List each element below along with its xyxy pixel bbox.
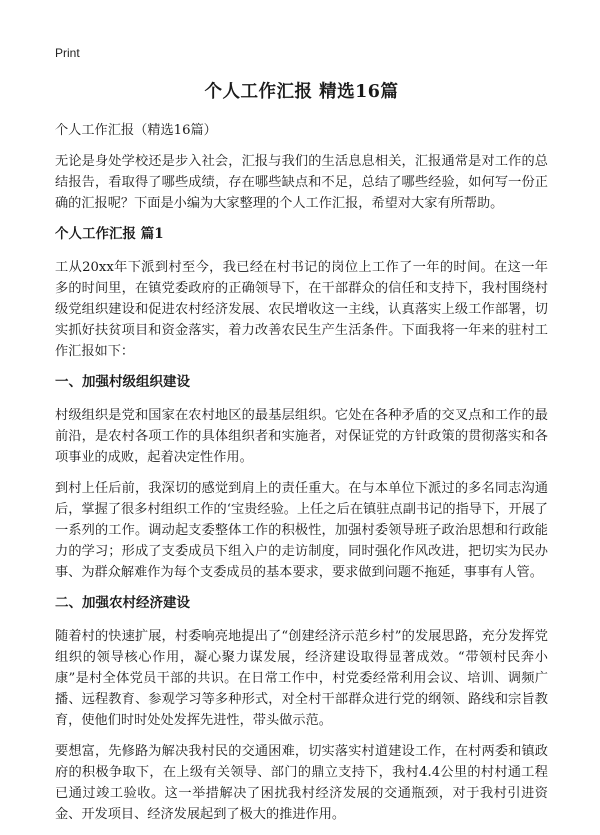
document-subtitle: 个人工作汇报（精选16篇） <box>55 123 217 138</box>
section1-heading: 一、加强村级组织建设 <box>55 374 190 390</box>
section1-paragraph-2: 到村上任后前，我深切的感觉到肩上的责任重大。在与本单位下派过的多名同志沟通后，掌握了很多村组织工作的‘宝贵经验。上任之后在镇驻点副书记的指导下，开展了一系列的工作。调动起支委整体工作的积极性，加强村委领导班子政治思想和行政能力的学习；形成了支委成员下组入户的走访制度，同时强化作风改进，把切实为民办事、为群众解难作为每个支委成员的基本要求，要求做到问题不拖延，事事有人管。 <box>55 481 548 580</box>
intro-paragraph: 无论是身处学校还是步入社会，汇报与我们的生活息息相关，汇报通常是对工作的总结报告，看取得了哪些成绩，存在哪些缺点和不足，总结了哪些经验，如何写一份正确的汇报呢？下面是小编为大家整理的个人工作汇报，希望对大家有所帮助。 <box>55 154 548 211</box>
document-body <box>55 120 548 835</box>
section1-paragraph-1: 村级组织是党和国家在农村地区的最基层组织。它处在各种矛盾的交叉点和工作的最前沿，是农村各项工作的具体组织者和实施者，对保证党的方针政策的贯彻落实和各项事业的成败，起着决定性作用。 <box>55 408 548 465</box>
section2-paragraph-1: 随着村的快速扩展，村委响亮地提出了“创建经济示范乡村”的发展思路，充分发挥党组织的领导核心作用，凝心聚力谋发展，经济建设取得显著成效。“带领村民奔小康”是村全体党员干部的共识。在日常工作中，村党委经常利用会议、培训、调频广播、远程教育、参观学习等多种形式，对全村干部群众进行党的纲领、路线和宗旨教育，使他们时时处处发挥先进性，带头做示范。 <box>55 629 548 728</box>
print-link[interactable]: Print <box>55 46 80 60</box>
part1-intro-paragraph: 工从20xx年下派到村至今，我已经在村书记的岗位上工作了一年的时间。在这一年多的时间里，在镇党委政府的正确领导下，在干部群众的信任和支持下，我村围绕村级党组织建设和促进农村经济发展、农民增收这一主线，认真落实上级工作部署，切实抓好扶贫项目和资金落实，着力改善农民生产生活条件。下面我将一年来的驻村工作汇报如下： <box>55 260 548 359</box>
document-title: 个人工作汇报 精选16篇 <box>204 82 399 102</box>
section2-heading: 二、加强农村经济建设 <box>55 595 190 611</box>
section2-paragraph-2: 要想富，先修路为解决我村民的交通困难，切实落实村道建设工作，在村两委和镇政府的积极争取下，在上级有关领导、部门的鼎立支持下，我村4.4公里的村村通工程已通过竣工验收。这一举措解决了困扰我村经济发展的交通瓶颈，对于我村引进资金、开发项目、经济发展起到了极大的推进作用。 <box>55 744 548 822</box>
part1-heading: 个人工作汇报 篇1 <box>55 226 164 242</box>
